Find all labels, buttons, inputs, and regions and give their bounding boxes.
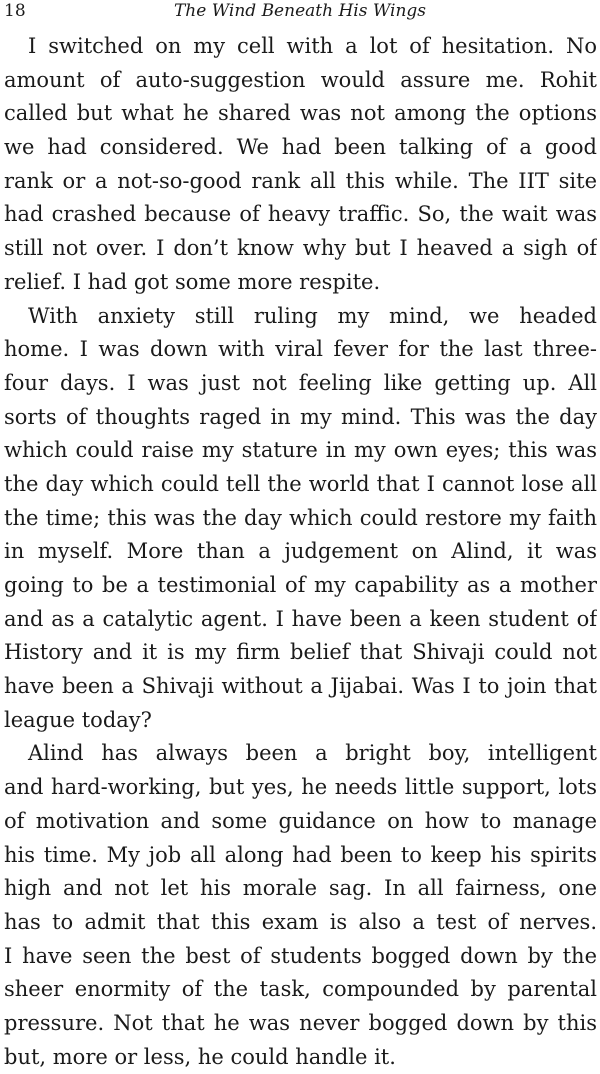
text-line: going to be a testimonial of my capability as a mother bbox=[4, 573, 597, 597]
text-line: his time. My job all along had been to keep his spirits bbox=[4, 842, 597, 867]
text-line: four days. I was just not feeling like getting up. All bbox=[4, 370, 597, 395]
text-line: With anxiety still ruling my mind, we headed bbox=[28, 303, 597, 328]
text-line: high and not let his morale sag. In all fairness, one bbox=[4, 876, 597, 901]
text-line: sheer enormity of the task, compounded by parental bbox=[4, 977, 597, 1002]
text-line: we had considered. We had been talking of a good bbox=[4, 135, 597, 160]
text-line: History and it is my firm belief that Shivaji could not bbox=[4, 640, 597, 665]
text-line: pressure. Not that he was never bogged down by this bbox=[4, 1010, 597, 1035]
paragraph-3 bbox=[4, 737, 597, 1074]
text-line: Alind has always been a bright boy, intelligent bbox=[28, 741, 597, 766]
text-line: still not over. I don’t know why but I heaved a sigh of bbox=[4, 236, 597, 261]
text-line: the time; this was the day which could restore my faith bbox=[4, 505, 597, 530]
text-line: in myself. More than a judgement on Alind, it was bbox=[4, 539, 597, 564]
text-line: and as a catalytic agent. I have been a keen student of bbox=[4, 606, 597, 631]
body-text bbox=[4, 30, 597, 1074]
running-head bbox=[0, 0, 600, 24]
text-line: have been a Shivaji without a Jijabai. Was I to join that bbox=[4, 674, 597, 699]
text-line: and hard-working, but yes, he needs little support, lots bbox=[4, 775, 597, 800]
text-line: which could raise my stature in my own eyes; this was bbox=[4, 438, 597, 463]
text-line: amount of auto-suggestion would assure me. Rohit bbox=[4, 67, 597, 92]
text-line: I switched on my cell with a lot of hesitation. No bbox=[28, 34, 597, 58]
text-line: league today? bbox=[4, 707, 152, 732]
text-line: rank or a not-so-good rank all this while. The IIT site bbox=[4, 168, 597, 193]
text-line: has to admit that this exam is also a test of nerves. bbox=[4, 909, 597, 934]
text-line: but, more or less, he could handle it. bbox=[4, 1044, 396, 1069]
text-line: called but what he shared was not among the options bbox=[4, 101, 597, 126]
paragraph-2 bbox=[4, 300, 597, 738]
text-line: the day which could tell the world that I cannot lose all bbox=[4, 471, 597, 496]
running-title: The Wind Beneath His Wings bbox=[173, 1, 427, 21]
page-number: 18 bbox=[4, 1, 26, 21]
paragraph-1 bbox=[4, 30, 597, 300]
text-line: sorts of thoughts raged in my mind. This was the day bbox=[4, 404, 597, 429]
text-line: relief. I had got some more respite. bbox=[4, 269, 381, 294]
text-line: I have seen the best of students bogged down by the bbox=[4, 943, 597, 968]
text-line: home. I was down with viral fever for the last three- bbox=[4, 337, 597, 362]
text-line: of motivation and some guidance on how to manage bbox=[4, 808, 597, 833]
text-line: had crashed because of heavy traffic. So, the wait was bbox=[4, 202, 597, 227]
